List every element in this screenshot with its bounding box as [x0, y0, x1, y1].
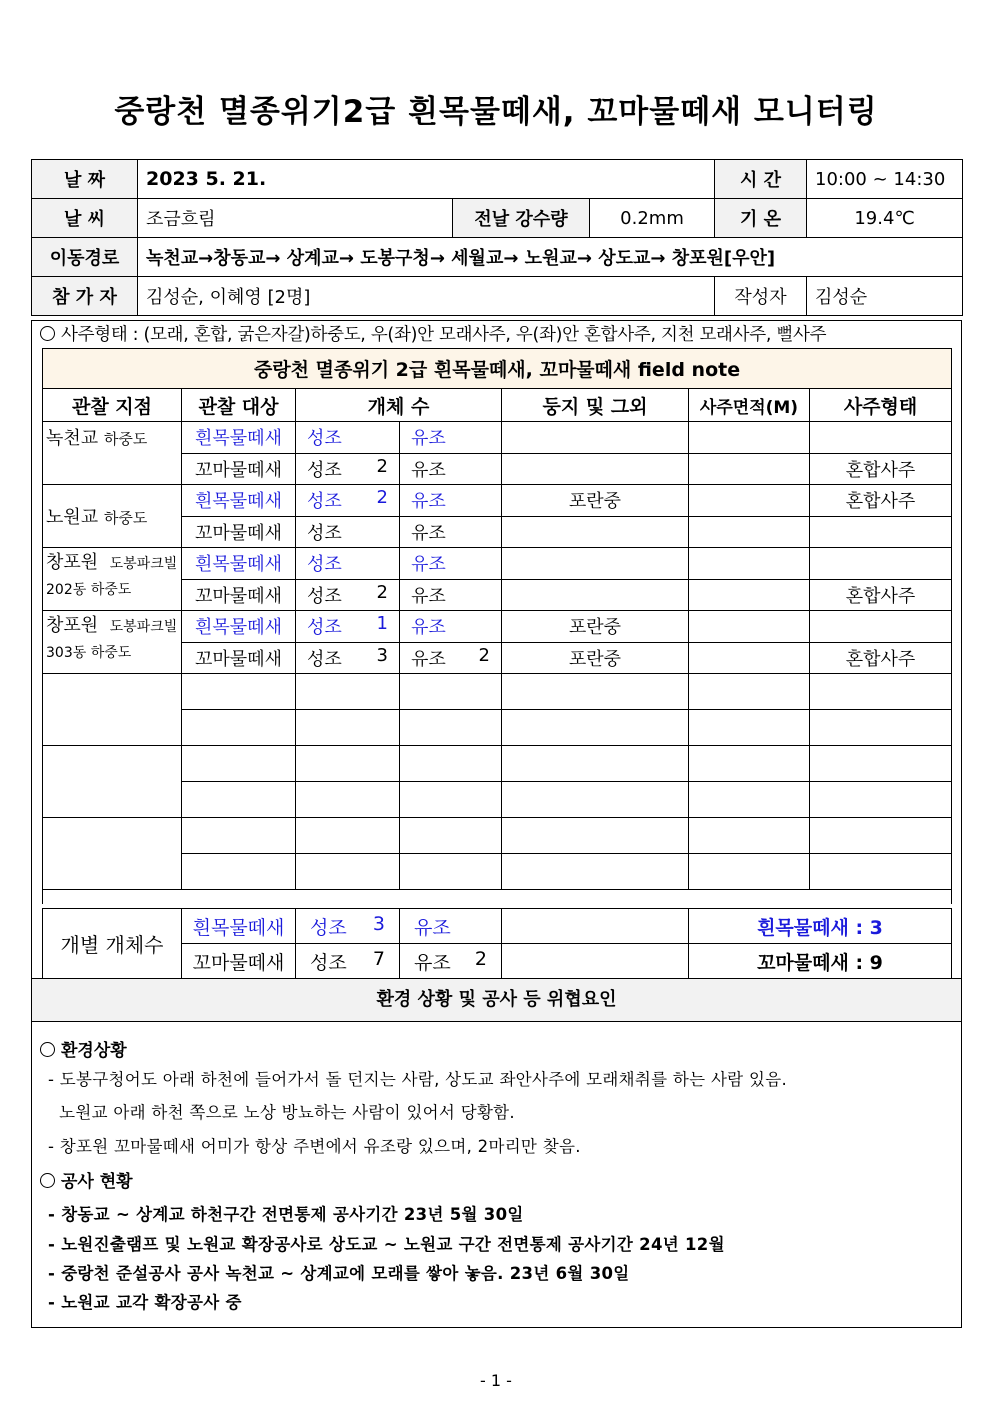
summary-species: 흰목물떼새 [182, 909, 296, 944]
shape-cell: 혼합사주 [810, 579, 952, 611]
work-line: - 창동교 ~ 상계교 하천구간 전면통제 공사기간 23년 5월 30일 [48, 1205, 524, 1224]
area-cell [689, 422, 810, 454]
env-line: 노원교 아래 하천 쪽으로 노상 방뇨하는 사람이 있어서 당황함. [48, 1103, 515, 1122]
shape-cell [810, 611, 952, 643]
nest-cell: 포란중 [502, 485, 689, 517]
temp-label: 기 온 [715, 199, 807, 238]
nest-cell [502, 453, 689, 485]
env-line: - 도봉구청어도 아래 하천에 들어가서 돌 던지는 사람, 상도교 좌안사주에 모래채취를 하는 사람 있음. [48, 1070, 787, 1089]
header-area: 사주면적(M) [689, 389, 810, 422]
circle-bullet-icon [40, 1173, 55, 1188]
area-cell [689, 453, 810, 485]
env-heading: 환경상황 [40, 1036, 127, 1061]
time-value: 10:00 ~ 14:30 [807, 160, 963, 199]
adult-count: 2 [376, 455, 388, 477]
summary-table [42, 908, 952, 979]
info-table [31, 159, 963, 316]
work-line: - 중랑천 준설공사 공사 녹천교 ~ 상계교에 모래를 쌓아 놓음. 23년 6월 30일 [48, 1264, 630, 1283]
shape-note: 사주형태 : (모래, 혼합, 굵은자갈)하중도, 우(좌)안 모래사주, 우(좌)안 혼합사주, 지천 모래사주, 뻘사주 [40, 321, 826, 346]
juvenile-count: 2 [478, 644, 490, 666]
species-cell: 흰목물떼새 [182, 422, 296, 454]
summary-species: 꼬마물떼새 [182, 944, 296, 979]
site-cell: 창포원 도봉파크빌 202동 하중도 [43, 548, 182, 611]
site-cell: 창포원 도봉파크빌 303동 하중도 [43, 611, 182, 674]
risk-title: 환경 상황 및 공사 등 위협요인 [32, 978, 961, 1022]
empty-row [43, 674, 952, 710]
area-cell [689, 548, 810, 580]
empty-row [43, 818, 952, 854]
shape-cell [810, 422, 952, 454]
species-cell: 꼬마물떼새 [182, 453, 296, 485]
nest-cell [502, 422, 689, 454]
summary-total: 꼬마물떼새 : 9 [689, 944, 952, 979]
date-value: 2023 5. 21. [138, 160, 715, 199]
route-value: 녹천교→창동교→ 상계교→ 도봉구청→ 세월교→ 노원교→ 상도교→ 창포원[우안] [138, 238, 963, 277]
table-row: 꼬마물떼새 성조 3 유조 2 포란중 혼합사주 [43, 642, 952, 674]
header-target: 관찰 대상 [182, 389, 296, 422]
area-cell [689, 611, 810, 643]
summary-juvenile: 2 [474, 947, 487, 970]
area-cell [689, 516, 810, 548]
page-number: - 1 - [480, 1371, 512, 1390]
weather-value: 조금흐림 [138, 199, 453, 238]
area-cell [689, 485, 810, 517]
summary-row: 개별 개체수 흰목물떼새 성조 3 유조 흰목물떼새 : 3 [43, 909, 952, 944]
work-heading: 공사 현황 [40, 1167, 133, 1192]
summary-adult: 7 [372, 947, 385, 970]
weather-label: 날 씨 [32, 199, 138, 238]
temp-value: 19.4℃ [807, 199, 963, 238]
species-cell: 흰목물떼새 [182, 548, 296, 580]
adult-count: 1 [376, 613, 388, 635]
author-value: 김성순 [807, 277, 963, 316]
nest-cell: 포란중 [502, 642, 689, 674]
rain-label: 전날 강수량 [453, 199, 590, 238]
table-row: 꼬마물떼새 성조 2 유조 혼합사주 [43, 579, 952, 611]
env-line: - 창포원 꼬마물떼새 어미가 항상 주변에서 유조랑 있으며, 2마리만 찾음. [48, 1137, 581, 1156]
shape-cell: 혼합사주 [810, 642, 952, 674]
work-line: - 노원진출램프 및 노원교 확장공사로 상도교 ~ 노원교 구간 전면통제 공사기간 24년 12월 [48, 1235, 725, 1254]
species-cell: 흰목물떼새 [182, 611, 296, 643]
nest-cell [502, 548, 689, 580]
participants-value: 김성순, 이혜영 [2명] [138, 277, 715, 316]
site-cell: 녹천교 하중도 [43, 422, 182, 485]
shape-cell: 혼합사주 [810, 453, 952, 485]
table-row: 녹천교 하중도 흰목물떼새 성조 유조 [43, 422, 952, 454]
header-nest: 둥지 및 그외 [502, 389, 689, 422]
empty-row [43, 746, 952, 782]
shape-cell [810, 548, 952, 580]
field-note-title: 중랑천 멸종위기 2급 흰목물떼새, 꼬마물떼새 field note [43, 349, 952, 389]
field-note-table [42, 348, 952, 904]
date-label: 날 짜 [32, 160, 138, 199]
rain-value: 0.2mm [590, 199, 715, 238]
adult-count: 2 [376, 487, 388, 509]
nest-cell [502, 516, 689, 548]
species-cell: 흰목물떼새 [182, 485, 296, 517]
time-label: 시 간 [715, 160, 807, 199]
species-cell: 꼬마물떼새 [182, 516, 296, 548]
table-row: 창포원 도봉파크빌 303동 하중도 흰목물떼새 성조 1 유조 포란중 [43, 611, 952, 643]
summary-row: 꼬마물떼새 성조 7 유조 2 꼬마물떼새 : 9 [43, 944, 952, 979]
header-shape: 사주형태 [810, 389, 952, 422]
header-site: 관찰 지점 [43, 389, 182, 422]
header-count: 개체 수 [296, 389, 502, 422]
site-cell: 노원교 하중도 [43, 485, 182, 548]
species-cell: 꼬마물떼새 [182, 642, 296, 674]
field-note-section [31, 320, 962, 1328]
table-row: 노원교 하중도 흰목물떼새 성조 2 유조 포란중 혼합사주 [43, 485, 952, 517]
table-row: 꼬마물떼새 성조 유조 [43, 516, 952, 548]
participants-label: 참 가 자 [32, 277, 138, 316]
spacer-row [43, 890, 952, 904]
summary-label: 개별 개체수 [43, 909, 182, 979]
shape-cell: 혼합사주 [810, 485, 952, 517]
area-cell [689, 642, 810, 674]
area-cell [689, 579, 810, 611]
circle-bullet-icon [40, 1042, 55, 1057]
author-label: 작성자 [715, 277, 807, 316]
nest-cell [502, 579, 689, 611]
table-row: 꼬마물떼새 성조 2 유조 혼합사주 [43, 453, 952, 485]
work-line: - 노원교 교각 확장공사 중 [48, 1293, 242, 1312]
species-cell: 꼬마물떼새 [182, 579, 296, 611]
summary-total: 흰목물떼새 : 3 [689, 909, 952, 944]
route-label: 이동경로 [32, 238, 138, 277]
shape-cell [810, 516, 952, 548]
summary-adult: 3 [372, 912, 385, 935]
page-title: 중랑천 멸종위기2급 흰목물떼새, 꼬마물떼새 모니터링 [114, 94, 878, 130]
adult-count: 3 [376, 644, 388, 666]
table-row: 창포원 도봉파크빌 202동 하중도 흰목물떼새 성조 유조 [43, 548, 952, 580]
nest-cell: 포란중 [502, 611, 689, 643]
adult-count: 2 [376, 581, 388, 603]
circle-bullet-icon [40, 326, 55, 341]
